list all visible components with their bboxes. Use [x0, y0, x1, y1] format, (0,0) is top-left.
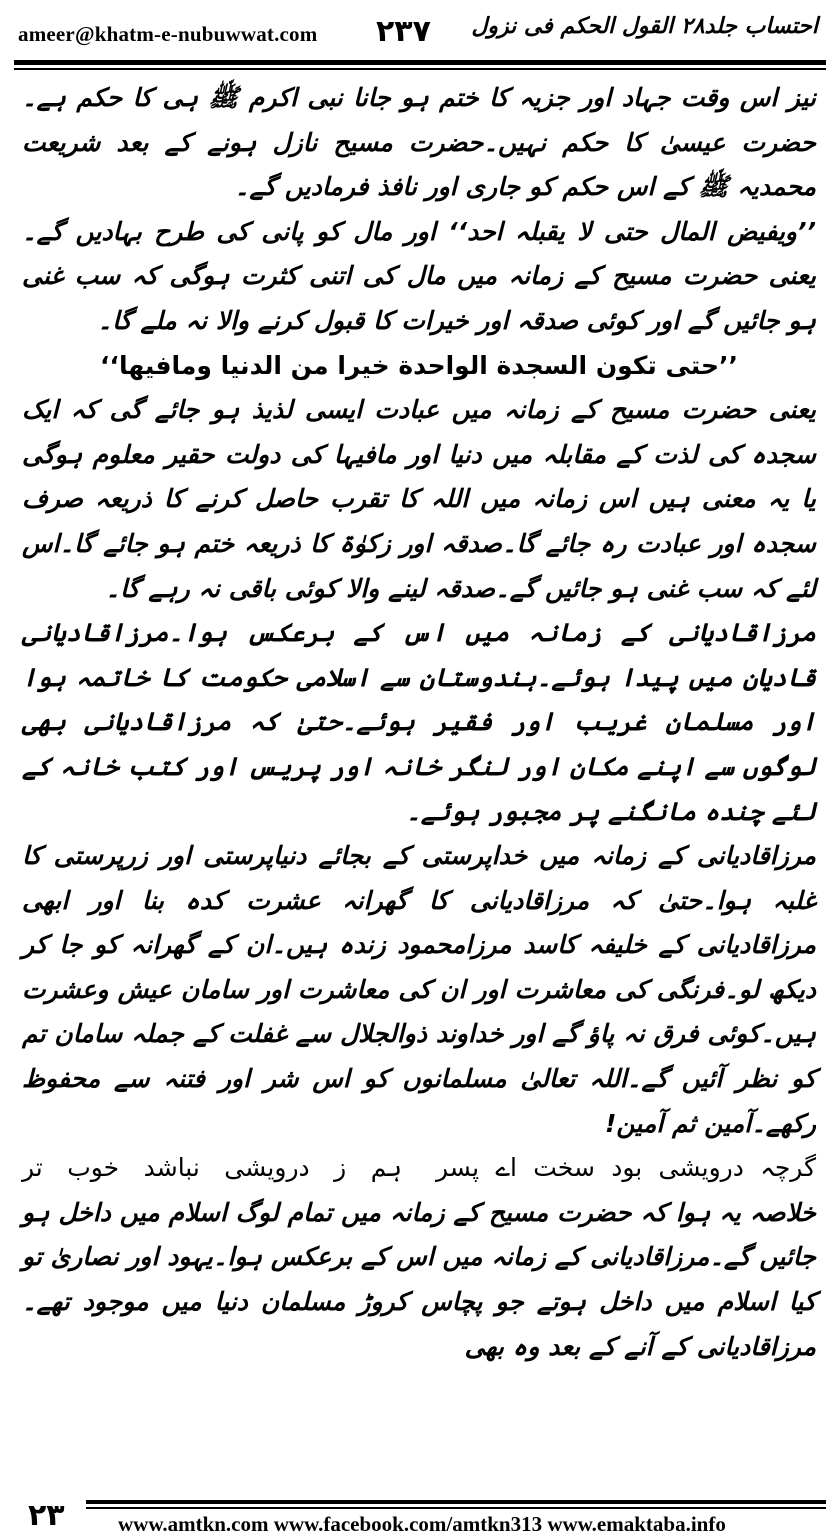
page-body [22, 76, 816, 1369]
paragraph-3: یعنی حضرت مسیح کے زمانہ میں عبادت ایسی لذیذ ہو جائے گی کہ ایک سجدہ کی لذت کے مقابلہ میں دنیا اور مافیہا کی دولت حقیر معلوم ہوگی یا یہ معنی ہیں اس زمانہ میں اللہ کا تقرب حاصل کرنے کا ذریعہ صرف سجدہ اور عبادت رہ جائے گا۔صدقہ اور زکوٰۃ کا ذریعہ ختم ہو جائے گا۔اس لئے کہ سب غنی ہو جائیں گے۔صدقہ لینے والا کوئی باقی نہ رہے گا۔ [22, 395, 816, 603]
header-book-title: احتساب جلد۲۸ القول الحکم فی نزول [471, 14, 818, 39]
page-header [0, 0, 840, 62]
paragraph-1: نیز اس وقت جہاد اور جزیہ کا ختم ہو جانا نبی اکرم ﷺ ہی کا حکم ہے۔حضرت عیسیٰ کا حکم نہیں۔حضرت مسیح نازل ہونے کے بعد شریعت محمدیہ ﷺ کے اس حکم کو جاری اور نافذ فرمادیں گے۔ [22, 83, 816, 202]
footer-rule-thick [86, 1500, 826, 1504]
paragraph-4: مرزاقادیانی کے زمانہ میں اس کے برعکس ہوا۔مرزاقادیانی قادیان میں پیدا ہوئے۔ہندوستان سے اسلامی حکومت کا خاتمہ ہوا اور مسلمان غریب اور فقیر ہوئے۔حتیٰ کہ مرزاقادیانی بھی لوگوں سے اپنے مکان اور لنگر خانہ اور پریس اور کتب خانہ کے لئے چندہ مانگنے پر مجبور ہوئے۔ [22, 618, 816, 826]
paragraph-5: مرزاقادیانی کے زمانہ میں خداپرستی کے بجائے دنیاپرستی اور زرپرستی کا غلبہ ہوا۔حتیٰ کہ مرزاقادیانی کا گھرانہ عشرت کدہ بنا اور ابھی مرزاقادیانی کے خلیفہ کاسد مرزامحمود زندہ ہیں۔ان کے گھرانہ کو جا کر دیکھ لو۔فرنگی کی معاشرت اور ان کی معاشرت اور سامان عیش وعشرت ہیں۔کوئی فرق نہ پاؤ گے اور خداوند ذوالجلال سے غفلت کے جملہ سامان تم کو نظر آئیں گے۔اللہ تعالیٰ مسلمانوں کو اس شر اور فتنہ سے محفوظ رکھے۔آمین ثم آمین! [22, 841, 816, 1138]
footer-links[interactable]: www.amtkn.com www.facebook.com/amtkn313 www.emaktaba.info [118, 1512, 726, 1536]
header-rule-thick [14, 60, 826, 65]
couplet-hemistich-1: گرچہ درویشی بود سخت اے پسر [436, 1153, 816, 1183]
page-footer [0, 1498, 840, 1540]
footer-page-number: ۲۳ [28, 1498, 65, 1533]
hadith-quote: ’’حتی تکون السجدة الواحدة خیرا من الدنیا ومافیھا‘‘ [100, 350, 738, 380]
header-rule-thin [14, 68, 826, 70]
couplet-hemistich-2: ہم ز درویشی نباشد خوب تر [22, 1153, 402, 1183]
footer-rule-thin [86, 1507, 826, 1509]
persian-couplet [22, 1146, 816, 1191]
paragraph-2: ’’ویفیض المال حتی لا یقبلہ احد‘‘ اور مال کو پانی کی طرح بہادیں گے۔یعنی حضرت مسیح کے زمانہ میں مال کی اتنی کثرت ہوگی کہ سب غنی ہو جائیں گے اور کوئی صدقہ اور خیرات کا قبول کرنے والا نہ ملے گا۔ [22, 216, 816, 335]
header-page-number: ۲۳۷ [376, 14, 431, 49]
header-email[interactable]: ameer@khatm-e-nubuwwat.com [18, 22, 318, 46]
paragraph-6: خلاصہ یہ ہوا کہ حضرت مسیح کے زمانہ میں تمام لوگ اسلام میں داخل ہو جائیں گے۔مرزاقادیانی کے زمانہ میں اس کے برعکس ہوا۔یہود اور نصاریٰ تو کیا اسلام میں داخل ہوتے جو پچاس کروڑ مسلمان دنیا میں موجود تھے۔مرزاقادیانی کے آنے کے بعد وہ بھی [22, 1197, 816, 1361]
